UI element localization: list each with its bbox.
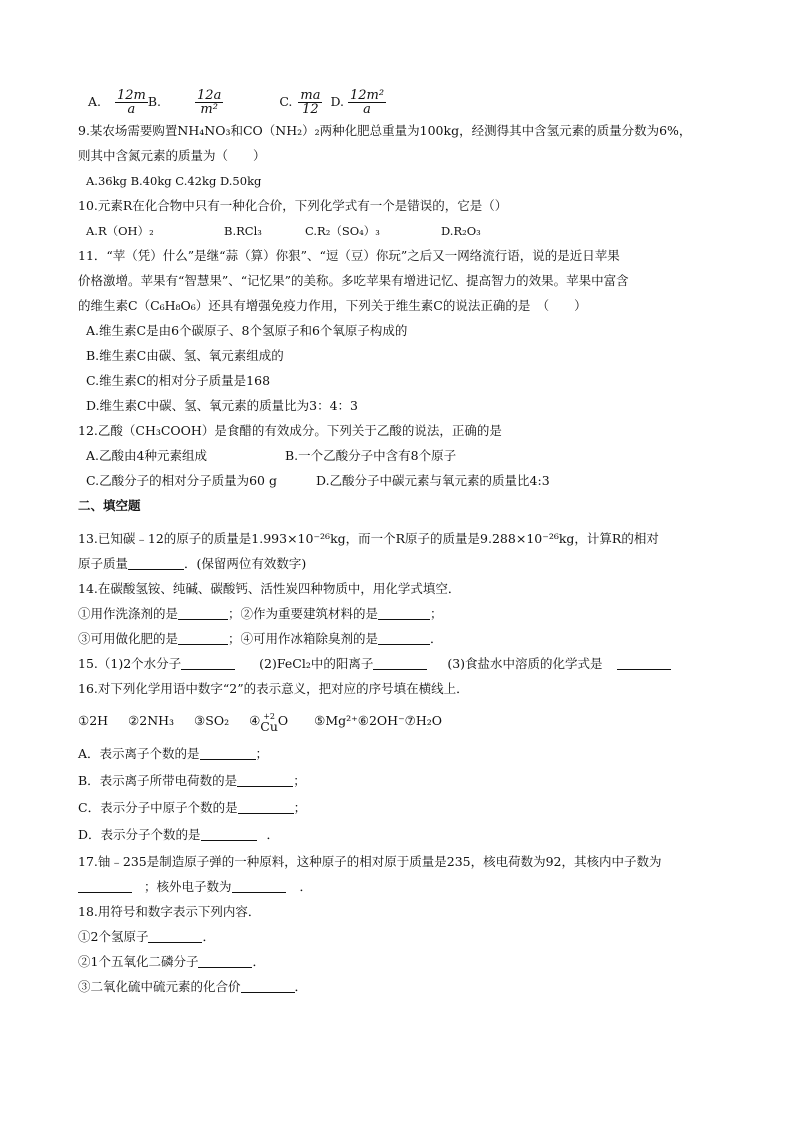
q18-prompt-3: ③二氧化硫中硫元素的化合价 bbox=[78, 979, 241, 994]
q16-prompt-d bbox=[78, 826, 279, 844]
q15-prompt-1: 15.（1)2个水分子 bbox=[78, 656, 182, 671]
q17-blank-1[interactable] bbox=[78, 880, 132, 893]
q8-option-c-fraction: $\frac{ma}{12}$ bbox=[300, 88, 321, 117]
q11-option-b: B.维生素C由碳、氢、氧元素组成的 bbox=[86, 348, 284, 363]
q16-b-end: ； bbox=[293, 773, 306, 788]
q18-stem: 18.用符号和数字表示下列内容． bbox=[78, 904, 261, 919]
q16-c-text: C．表示分子中原子个数的是 bbox=[78, 800, 238, 815]
q16-items bbox=[78, 709, 442, 733]
q16-item-4-num: ④ bbox=[249, 713, 261, 728]
q14-blank-2[interactable] bbox=[378, 607, 430, 620]
q17-stem-line1: 17.铀﹣235是制造原子弹的一种原料，这种原子的相对原于质量是235，核电荷数为92，其核内中子数为 bbox=[78, 854, 662, 869]
q14-prompt-4: ④可用作冰箱除臭剂的是 bbox=[240, 631, 379, 646]
q16-item-1: ①2H bbox=[78, 713, 109, 728]
q13-text-a: 原子质量 bbox=[78, 556, 129, 571]
q8-options bbox=[88, 88, 386, 117]
q16-d-end: ． bbox=[266, 827, 280, 842]
q16-d-text: D．表示分子个数的是 bbox=[78, 827, 201, 842]
q18-line1 bbox=[78, 928, 215, 946]
q8-option-c-label: C. bbox=[279, 94, 293, 109]
q13-answer-blank[interactable] bbox=[128, 557, 184, 570]
q10-option-b: B.RCl₃ bbox=[224, 224, 262, 238]
q15-blank-3[interactable] bbox=[617, 657, 671, 670]
q8-option-a-fraction: $\frac{12m}{a}$ bbox=[117, 88, 146, 117]
q16-item-4-charge: +2 bbox=[263, 711, 275, 721]
q18-prompt-1: ①2个氢原子 bbox=[78, 929, 149, 944]
q9-stem-line1: 9.某农场需要购置NH₄NO₃和CO（NH₂）₂两种化肥总重量为100kg，经测得其中含氢元素的质量分数为6%， bbox=[78, 123, 692, 138]
q16-item-4-post: O bbox=[277, 713, 289, 728]
q14-blank-3[interactable] bbox=[178, 632, 228, 645]
q11-option-a: A.维生素C是由6个碳原子、8个氢原子和6个氧原子构成的 bbox=[86, 323, 408, 338]
q17-text-b: ． bbox=[299, 879, 313, 894]
q10-stem: 10.元素R在化合物中只有一种化合价，下列化学式有一个是错误的，它是（） bbox=[78, 198, 508, 213]
q15-blank-1[interactable] bbox=[181, 657, 235, 670]
q17-text-a: ；核外电子数为 bbox=[144, 879, 232, 894]
q14-prompt-1: ①用作洗涤剂的是 bbox=[78, 606, 179, 621]
q10-option-a: A.R（OH）₂ bbox=[86, 224, 154, 238]
q18-blank-1[interactable] bbox=[148, 930, 202, 943]
q11-stem-line2: 价格激增。苹果有“智慧果”、“记忆果”的美称。多吃苹果有增进记忆、提高智力的效果。苹果中富含 bbox=[78, 273, 629, 288]
q16-prompt-c bbox=[78, 799, 306, 817]
q15-blank-2[interactable] bbox=[373, 657, 427, 670]
q17-stem-line2 bbox=[78, 878, 312, 896]
q14-prompt-2: ②作为重要建筑材料的是 bbox=[240, 606, 379, 621]
q16-prompt-a bbox=[78, 745, 268, 763]
q16-c-end: ； bbox=[293, 800, 307, 815]
q18-punct-3: ． bbox=[294, 979, 308, 994]
q16-item-4-element: Cu bbox=[260, 718, 278, 734]
q14-prompt-3: ③可用做化肥的是 bbox=[78, 631, 179, 646]
q8-option-d-label: D. bbox=[330, 94, 345, 109]
q15-prompt-2: (2)FeCl₂中的阳离子 bbox=[259, 656, 374, 671]
q16-a-end: ； bbox=[255, 746, 269, 761]
q8-option-b-fraction: $\frac{12a}{\text{m²}}$ bbox=[197, 88, 222, 117]
q16-b-text: B．表示离子所带电荷数的是 bbox=[78, 773, 238, 788]
q13-stem-line2 bbox=[78, 555, 306, 573]
q14-stem: 14.在碳酸氢铵、纯碱、碳酸钙、活性炭四种物质中，用化学式填空． bbox=[78, 581, 461, 596]
q16-item-3: ③SO₂ bbox=[194, 713, 230, 728]
q14-line2 bbox=[78, 630, 443, 648]
q14-blank-4[interactable] bbox=[378, 632, 430, 645]
q16-prompt-b bbox=[78, 772, 306, 790]
q11-stem-line1: 11．“苹（凭）什么”是继“蒜（算）你狠”、“逗（豆）你玩”之后又一网络流行语，说的是近日苹果 bbox=[78, 248, 620, 263]
q8-option-a-label: A. bbox=[88, 94, 102, 109]
q8-option-b-label: B. bbox=[147, 94, 162, 109]
q9-options: A.36kg B.40kg C.42kg D.50kg bbox=[86, 174, 262, 188]
q13-stem-line1: 13.已知碳﹣12的原子的质量是1.993×10⁻²⁶kg，而一个R原子的质量是9.288×10⁻²⁶kg，计算R的相对 bbox=[78, 531, 659, 546]
q16-a-text: A．表示离子个数的是 bbox=[78, 746, 200, 761]
q16-stem: 16.对下列化学用语中数字“2”的表示意义，把对应的序号填在横线上． bbox=[78, 681, 469, 696]
q16-a-blank[interactable] bbox=[200, 747, 256, 760]
q15-line bbox=[78, 655, 671, 673]
q18-punct-1: ． bbox=[202, 929, 215, 944]
q8-option-d-fraction: $\frac{\text{12m²}}{a}$ bbox=[350, 88, 385, 117]
q12-stem: 12.乙酸（CH₃COOH）是食醋的有效成分。下列关于乙酸的说法，正确的是 bbox=[78, 423, 502, 438]
q14-punct-2: ； bbox=[430, 606, 443, 621]
q16-b-blank[interactable] bbox=[237, 774, 293, 787]
q12-option-a: A.乙酸由4种元素组成 bbox=[86, 448, 207, 463]
q16-item-4-valence bbox=[260, 712, 278, 732]
section-title-fill-in: 二、填空题 bbox=[78, 498, 141, 513]
q12-option-d: D.乙酸分子中碳元素与氧元素的质量比4:3 bbox=[316, 473, 550, 488]
q11-stem-line3: 的维生素C（C₆H₈O₆）还具有增强免疫力作用，下列关于维生素C的说法正确的是 （ ） bbox=[78, 298, 587, 313]
q14-punct-4: ． bbox=[430, 631, 443, 646]
q18-line3 bbox=[78, 978, 307, 996]
q10-option-d: D.R₂O₃ bbox=[441, 224, 481, 238]
q18-line2 bbox=[78, 953, 265, 971]
q17-blank-2[interactable] bbox=[232, 880, 286, 893]
q10-option-c: C.R₂（SO₄）₃ bbox=[305, 224, 380, 238]
q12-option-c: C.乙酸分子的相对分子质量为60 g bbox=[86, 473, 277, 488]
q16-d-blank[interactable] bbox=[201, 828, 257, 841]
q16-item-2: ②2NH₃ bbox=[128, 713, 175, 728]
q13-text-b: ．(保留两位有效数字) bbox=[184, 556, 307, 571]
q11-option-d: D.维生素C中碳、氢、氧元素的质量比为3：4：3 bbox=[86, 398, 358, 413]
q14-punct-3: ； bbox=[228, 631, 241, 646]
q18-blank-2[interactable] bbox=[198, 955, 252, 968]
q18-prompt-2: ②1个五氧化二磷分子 bbox=[78, 954, 199, 969]
q15-prompt-3: (3)食盐水中溶质的化学式是 bbox=[447, 656, 603, 671]
q18-punct-2: ． bbox=[252, 954, 265, 969]
q18-blank-3[interactable] bbox=[241, 980, 295, 993]
q9-stem-line2: 则其中含氮元素的质量为（ ） bbox=[78, 148, 266, 163]
q14-punct-1: ； bbox=[228, 606, 241, 621]
q12-option-b: B.一个乙酸分子中含有8个原子 bbox=[285, 448, 457, 463]
q16-item-5-7: ⑤Mg²⁺⑥2OH⁻⑦H₂O bbox=[314, 713, 443, 728]
q14-line1 bbox=[78, 605, 443, 623]
q14-blank-1[interactable] bbox=[178, 607, 228, 620]
q16-c-blank[interactable] bbox=[238, 801, 294, 814]
q11-option-c: C.维生素C的相对分子质量是168 bbox=[86, 373, 271, 388]
q16-item-4 bbox=[249, 711, 289, 734]
